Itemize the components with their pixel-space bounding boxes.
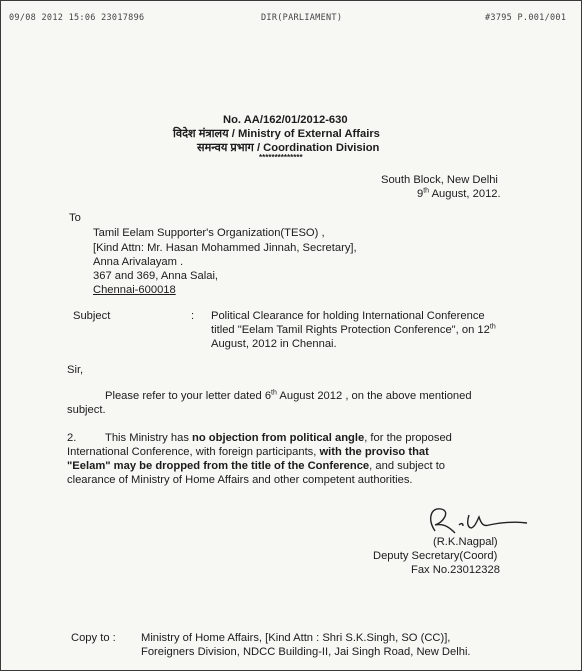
subject-colon: : (191, 310, 195, 322)
place: South Block, New Delhi (381, 174, 498, 186)
paragraph-2-number: 2. (67, 432, 77, 444)
to-label: To (69, 212, 81, 224)
subject-line: Political Clearance for holding International Conference (211, 310, 485, 322)
address-line: 367 and 369, Anna Salai, (93, 270, 219, 282)
ministry-english: / Ministry of External Affairs (231, 128, 380, 140)
paragraph-1-line: Please refer to your letter dated 6th August 2012 , on the above mentioned (105, 389, 472, 402)
paragraph-1-line: subject. (67, 404, 106, 416)
fax-datetime: 09/08 2012 15:06 23017896 (9, 13, 145, 23)
fax-sender: DIR(PARLIAMENT) (261, 13, 343, 23)
paragraph-2-line: This Ministry has no objection from political angle, for the proposed (105, 432, 452, 444)
address-line: Anna Arivalayam . (93, 256, 184, 268)
division-english: / Coordination Division (256, 142, 380, 154)
reference-number: No. AA/162/01/2012-630 (223, 114, 348, 126)
fax-page-ref: #3795 P.001/001 (485, 13, 567, 23)
signatory-designation: Deputy Secretary(Coord) (373, 550, 498, 562)
signatory-name: (R.K.Nagpal) (433, 536, 498, 548)
address-line: [Kind Attn: Mr. Hasan Mohammed Jinnah, Secretary], (93, 242, 357, 254)
copy-to-label: Copy to : (71, 632, 116, 644)
copy-to-line: Ministry of Home Affairs, [Kind Attn : Shri S.K.Singh, SO (CC)], (141, 632, 451, 644)
division-hindi: समन्वय प्रभाग (197, 142, 254, 154)
address-line-pincode: Chennai-600018 (93, 284, 176, 296)
ministry-hindi: विदेश मंत्रालय (173, 128, 229, 140)
subject-line: August, 2012 in Chennai. (211, 338, 337, 350)
paragraph-2-line: clearance of Ministry of Home Affairs and other competent authorities. (67, 474, 413, 486)
handwritten-signature (421, 501, 531, 539)
salutation: Sir, (67, 364, 84, 376)
date: 9th August, 2012. (417, 187, 501, 200)
address-line: Tamil Eelam Supporter's Organization(TESO) , (93, 227, 325, 239)
letterhead-stars: ************** (259, 153, 303, 162)
subject-line: titled "Eelam Tamil Rights Protection Conference", on 12th (211, 323, 496, 336)
subject-label: Subject (73, 310, 111, 322)
paragraph-2-line: International Conference, with foreign participants, with the proviso that (67, 446, 429, 458)
paragraph-2-line: "Eelam" may be dropped from the title of the Conference, and subject to (67, 460, 446, 472)
ministry-heading (173, 127, 380, 141)
copy-to-line: Foreigners Division, NDCC Building-II, Jai Singh Road, New Delhi. (141, 646, 471, 658)
signatory-fax: Fax No.23012328 (411, 564, 500, 576)
